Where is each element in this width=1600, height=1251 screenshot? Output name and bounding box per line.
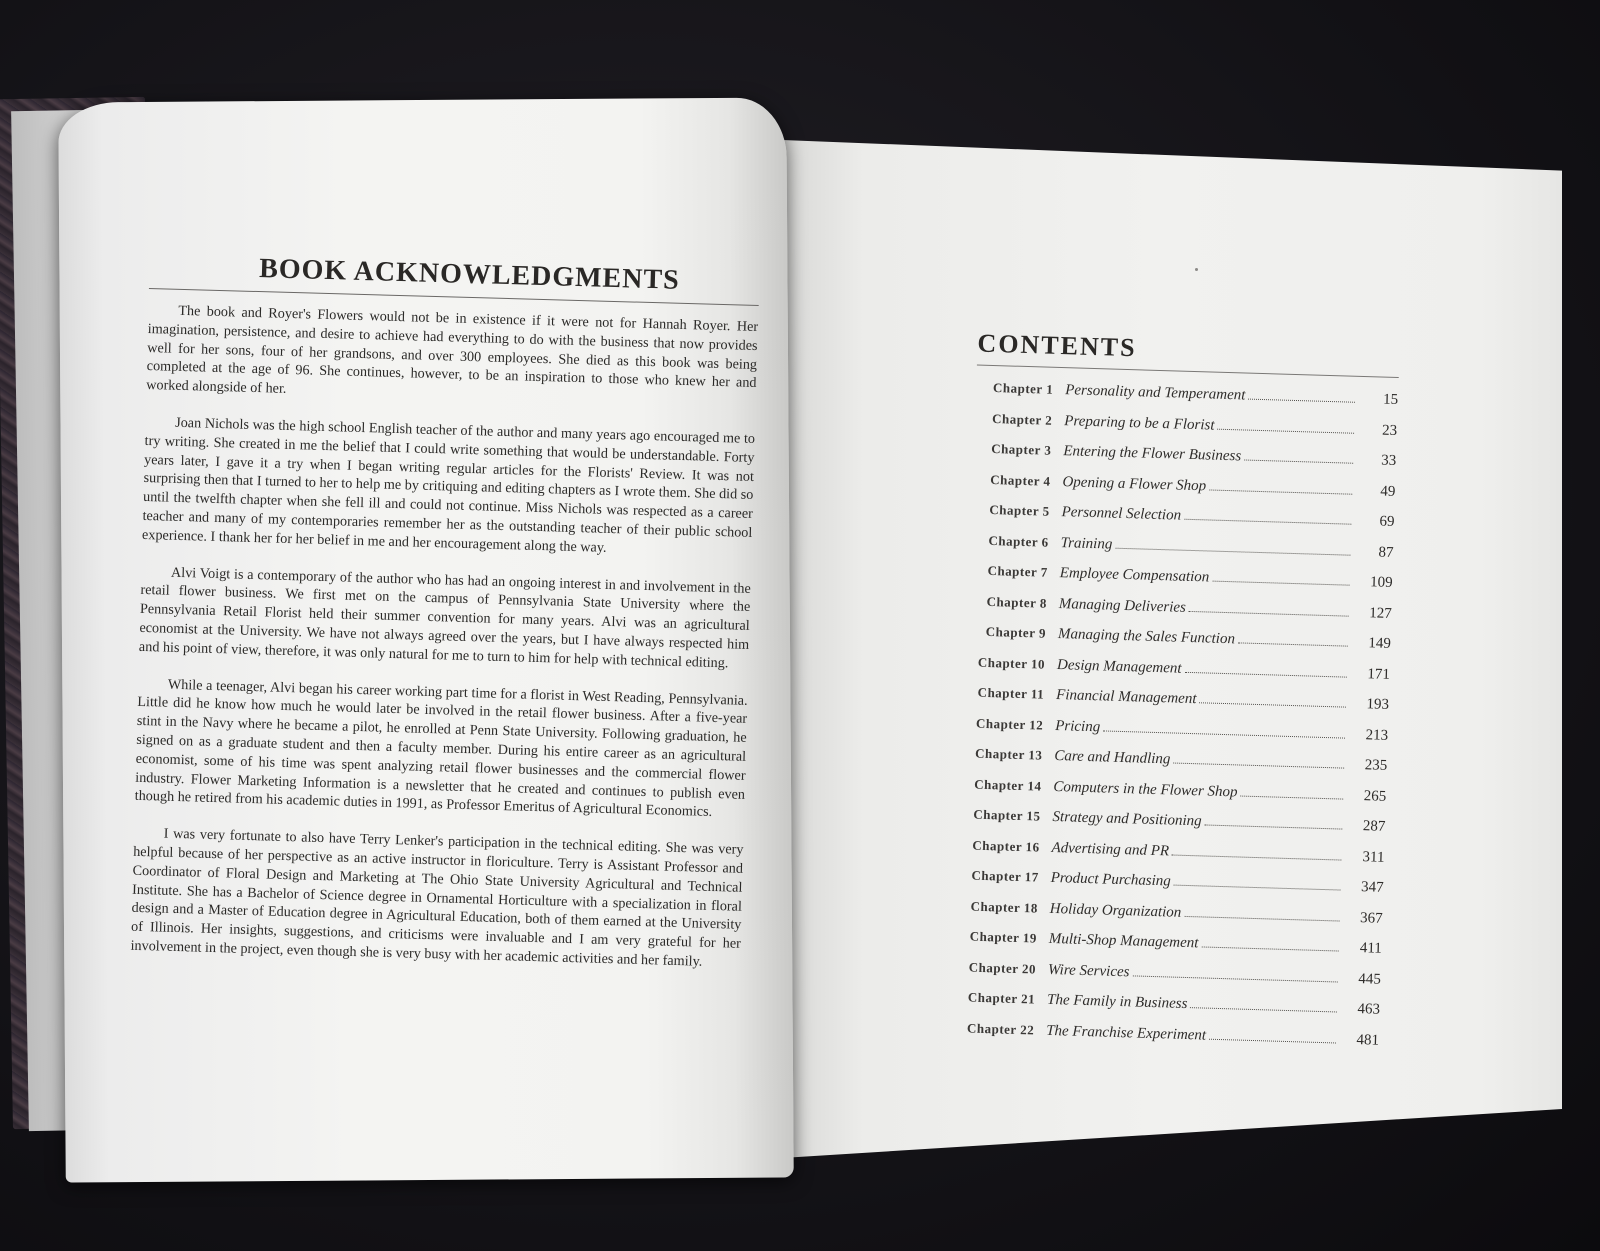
dot-leader bbox=[1103, 730, 1345, 738]
chapter-title: Holiday Organization bbox=[1049, 900, 1182, 921]
chapter-page-number: 463 bbox=[1357, 1001, 1381, 1018]
chapter-page-number: 481 bbox=[1356, 1031, 1380, 1049]
chapter-label: Chapter 4 bbox=[990, 471, 1051, 489]
chapter-page-number: 15 bbox=[1382, 391, 1399, 409]
chapter-title: Pricing bbox=[1055, 717, 1101, 735]
chapter-page-number: 33 bbox=[1381, 452, 1397, 469]
chapter-page-number: 127 bbox=[1368, 604, 1392, 622]
chapter-title: Multi-Shop Management bbox=[1048, 930, 1199, 952]
chapter-title: Training bbox=[1060, 534, 1113, 553]
chapter-title: Strategy and Positioning bbox=[1052, 808, 1202, 830]
acknowledgments-section bbox=[130, 250, 760, 990]
chapter-title: Employee Compensation bbox=[1059, 565, 1210, 586]
dot-leader bbox=[1184, 915, 1339, 921]
chapter-page-number: 171 bbox=[1367, 665, 1391, 683]
chapter-label: Chapter 18 bbox=[970, 898, 1039, 916]
chapter-label: Chapter 15 bbox=[973, 806, 1041, 824]
dot-leader bbox=[1132, 975, 1337, 982]
chapter-label: Chapter 20 bbox=[968, 959, 1037, 977]
chapter-page-number: 367 bbox=[1359, 909, 1383, 927]
dot-leader bbox=[1244, 459, 1353, 463]
acknowledgment-paragraph: While a teenager, Alvi began his career working part time for a florist in West Reading, Pennsylvania. Little did he know how much he would later be involved in the retail flower business. After a five-year stint in the Navy where he became a pilot, he enrolled at Penn State University. Following graduation, he signed on as a graduate student and then a faculty member. During his entire career as an agricultural economist, some of his time was spent analyzing retail flower businesses and the commercial flower industry. Flower Marketing Information is a newsletter that he created and continues to publish even though he retired from his academic duties in 1991, as Professor Emeritus of Agricultural Economics. bbox=[134, 676, 748, 821]
chapter-label: Chapter 6 bbox=[988, 532, 1049, 550]
acknowledgment-paragraph: I was very fortunate to also have Terry Lenker's participation in the technical editing. She was very helpful because of her perspective as an active instructor in floriculture. Terry is Assistant Professor and Coordinator of Floral Design and Marketing at The Ohio State University Agricultural and Technical Institute. She has a Bachelor of Science degree in Ornamental Horticulture with a specialization in floral design and a Master of Education degree in Agricultural Education, both of them earned at the University of Illinois. Her insights, suggestions, and criticisms were invaluable and I am very grateful for her involvement in the project, even though she is very busy with her academic activities and her family. bbox=[130, 825, 744, 970]
chapter-page-number: 69 bbox=[1379, 513, 1395, 530]
chapter-page-number: 265 bbox=[1363, 787, 1387, 805]
dot-leader bbox=[1189, 610, 1349, 616]
chapter-page-number: 87 bbox=[1378, 544, 1394, 561]
chapter-title: Product Purchasing bbox=[1050, 869, 1172, 890]
chapter-page-number: 287 bbox=[1362, 818, 1386, 835]
chapter-page-number: 445 bbox=[1358, 970, 1382, 988]
chapter-page-number: 347 bbox=[1360, 879, 1384, 896]
dot-leader bbox=[1238, 642, 1348, 646]
chapter-page-number: 49 bbox=[1380, 483, 1396, 500]
chapter-label: Chapter 22 bbox=[966, 1020, 1035, 1038]
toc-list bbox=[939, 379, 1399, 1063]
chapter-title: Wire Services bbox=[1047, 961, 1130, 980]
dot-leader bbox=[1212, 581, 1349, 586]
chapter-title: Managing Deliveries bbox=[1058, 595, 1187, 616]
chapter-page-number: 235 bbox=[1364, 757, 1388, 774]
chapter-title: The Franchise Experiment bbox=[1045, 1022, 1207, 1044]
chapter-label: Chapter 10 bbox=[977, 654, 1046, 672]
chapter-label: Chapter 16 bbox=[972, 837, 1040, 855]
dot-leader bbox=[1199, 702, 1346, 707]
chapter-title: Personality and Temperament bbox=[1064, 382, 1246, 404]
dot-leader bbox=[1209, 489, 1352, 494]
chapter-title: The Family in Business bbox=[1046, 991, 1188, 1013]
dot-leader bbox=[1205, 824, 1343, 829]
acknowledgment-paragraph: Joan Nichols was the high school English teacher of the author and many years ago encouraged me to try writing. She created in me the belief that I could write something that would be understandable. Forty years later, I gave it a try when I began writing regular articles for the Florists' Review. It was not surprising then that I turned to her to help me by critiquing and editing chapters as I wrote them. She did so until the twelfth chapter when she fell ill and could not continue. Miss Nichols was respected as a career teacher and many of my contemporaries remember her as the outstanding teacher of their public school experience. I thank her for her belief in me and her encouragement along the way. bbox=[141, 414, 756, 556]
dot-leader bbox=[1173, 763, 1344, 769]
chapter-title: Care and Handling bbox=[1054, 747, 1171, 768]
chapter-title: Design Management bbox=[1056, 656, 1182, 677]
chapter-title: Managing the Sales Function bbox=[1057, 626, 1236, 648]
dot-leader bbox=[1184, 671, 1346, 677]
dot-leader bbox=[1248, 399, 1355, 403]
chapter-title: Financial Management bbox=[1055, 687, 1197, 708]
chapter-title: Personnel Selection bbox=[1061, 504, 1182, 524]
dot-leader bbox=[1217, 428, 1354, 433]
chapter-title: Advertising and PR bbox=[1051, 839, 1170, 859]
chapter-page-number: 149 bbox=[1368, 635, 1392, 652]
chapter-title: Entering the Flower Business bbox=[1063, 443, 1242, 465]
chapter-label: Chapter 8 bbox=[986, 593, 1048, 611]
chapter-page-number: 23 bbox=[1381, 422, 1398, 439]
dot-leader bbox=[1115, 547, 1350, 555]
chapter-label: Chapter 21 bbox=[967, 989, 1036, 1007]
chapter-label: Chapter 1 bbox=[992, 380, 1054, 397]
chapter-label: Chapter 11 bbox=[977, 684, 1045, 702]
chapter-label: Chapter 9 bbox=[985, 623, 1047, 641]
chapter-page-number: 213 bbox=[1365, 726, 1389, 744]
chapter-title: Preparing to be a Florist bbox=[1064, 412, 1215, 434]
acknowledgment-paragraph: The book and Royer's Flowers would not be in existence if it were not for Hannah Royer. Her imagination, persistence, and desire to achieve had everything to do with the business that now provides well for her sons, four of her grandsons, and over 300 employees. She died as this book was being completed at the age of 96. She continues, however, to be an inspiration to those who knew her and worked alongside of her. bbox=[146, 302, 759, 398]
chapter-label: Chapter 12 bbox=[975, 715, 1044, 733]
chapter-label: Chapter 2 bbox=[991, 410, 1053, 428]
dot-leader bbox=[1201, 946, 1338, 951]
dot-leader bbox=[1174, 885, 1341, 891]
dot-leader bbox=[1172, 854, 1341, 860]
chapter-label: Chapter 5 bbox=[989, 501, 1050, 519]
contents-title: CONTENTS bbox=[977, 328, 1137, 363]
paper-speck bbox=[1195, 268, 1198, 271]
chapter-label: Chapter 17 bbox=[971, 867, 1039, 885]
chapter-label: Chapter 3 bbox=[990, 440, 1052, 458]
chapter-label: Chapter 13 bbox=[974, 745, 1043, 763]
dot-leader bbox=[1209, 1038, 1336, 1043]
dot-leader bbox=[1240, 795, 1343, 799]
acknowledgments-title: BOOK ACKNOWLEDGMENTS bbox=[258, 253, 681, 296]
chapter-title: Opening a Flower Shop bbox=[1062, 473, 1207, 494]
acknowledgment-paragraph: Alvi Voigt is a contemporary of the author who has had an ongoing interest in and involvement in the retail flower business. We first met on the campus of Pennsylvania State University where the Pennsylvania Retail Florist held their summer convention for many years. Alvi was an agricultural economist at the University. We have not always agreed over the years, but I have always respected him and his point of view, therefore, it was only natural for me to turn to him for help with technical editing. bbox=[138, 564, 752, 672]
chapter-page-number: 193 bbox=[1366, 696, 1390, 713]
chapter-label: Chapter 7 bbox=[987, 562, 1049, 580]
chapter-page-number: 411 bbox=[1359, 940, 1383, 957]
chapter-title: Computers in the Flower Shop bbox=[1053, 778, 1238, 800]
chapter-label: Chapter 19 bbox=[969, 928, 1038, 946]
chapter-label: Chapter 14 bbox=[974, 776, 1042, 794]
dot-leader bbox=[1190, 1007, 1337, 1012]
contents-section bbox=[939, 328, 1400, 1063]
chapter-page-number: 311 bbox=[1362, 848, 1385, 866]
dot-leader bbox=[1184, 519, 1351, 525]
chapter-page-number: 109 bbox=[1369, 574, 1393, 591]
